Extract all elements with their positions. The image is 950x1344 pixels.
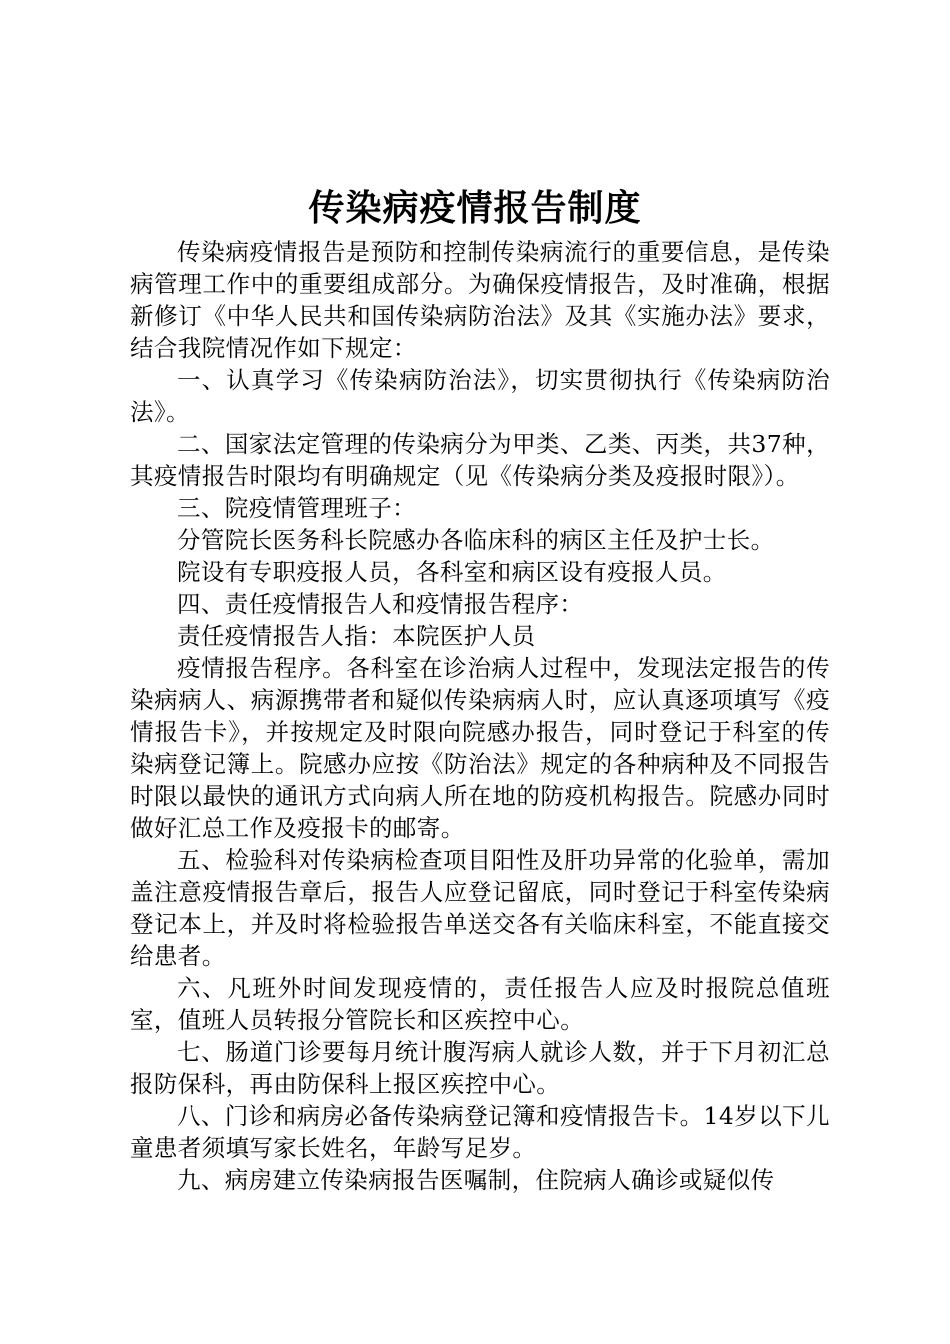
paragraph-item-5: 五、检验科对传染病检查项目阳性及肝功异常的化验单，需加盖注意疫情报告章后，报告人应登记留底，同时登记于科室传染病登记本上，并及时将检验报告单送交各有关临床科室，不能直接交给患者。 [130,846,830,970]
paragraph-item-7: 七、肠道门诊要每月统计腹泻病人就诊人数，并于下月初汇总报防保科，再由防保科上报区疾控中心。 [130,1038,830,1098]
paragraph-item-2: 二、国家法定管理的传染病分为甲类、乙类、丙类，共37种，其疫情报告时限均有明确规定（见《传染病分类及疫报时限》）。 [130,430,830,490]
paragraph-item-1: 一、认真学习《传染病防治法》，切实贯彻执行《传染病防治法》。 [130,366,830,426]
document-title: 传染病疫情报告制度 [308,187,642,229]
paragraph-item-8: 八、门诊和病房必备传染病登记簿和疫情报告卡。14岁以下儿童患者须填写家长姓名，年龄写足岁。 [130,1102,830,1162]
paragraph-item-3-staff: 院设有专职疫报人员，各科室和病区设有疫报人员。 [177,558,727,586]
paragraph-item-3: 三、院疫情管理班子： [177,494,416,522]
document-body [130,236,830,1196]
paragraph-item-9: 九、病房建立传染病报告医嘱制，住院病人确诊或疑似传 [177,1166,775,1194]
paragraph-item-6: 六、凡班外时间发现疫情的，责任报告人应及时报院总值班室，值班人员转报分管院长和区疾控中心。 [130,974,830,1034]
paragraph-item-4-procedure: 疫情报告程序。各科室在诊治病人过程中，发现法定报告的传染病病人、病源携带者和疑似传染病病人时，应认真逐项填写《疫情报告卡》，并按规定及时限向院感办报告，同时登记于科室的传染病登记簿上。院感办应按《防治法》规定的各种病种及不同报告时限以最快的通讯方式向病人所在地的防疫机构报告。院感办同时做好汇总工作及疫报卡的邮寄。 [130,654,830,842]
paragraph-item-4: 四、责任疫情报告人和疫情报告程序： [177,590,584,618]
paragraph-item-3-members: 分管院长医务科长院感办各临床科的病区主任及护士长。 [177,526,775,554]
paragraph-intro: 传染病疫情报告是预防和控制传染病流行的重要信息，是传染病管理工作中的重要组成部分。为确保疫情报告，及时准确，根据新修订《中华人民共和国传染病防治法》及其《实施办法》要求，结合我院情况作如下规定： [130,238,830,362]
paragraph-item-4-reporters: 责任疫情报告人指：本院医护人员 [177,622,536,650]
